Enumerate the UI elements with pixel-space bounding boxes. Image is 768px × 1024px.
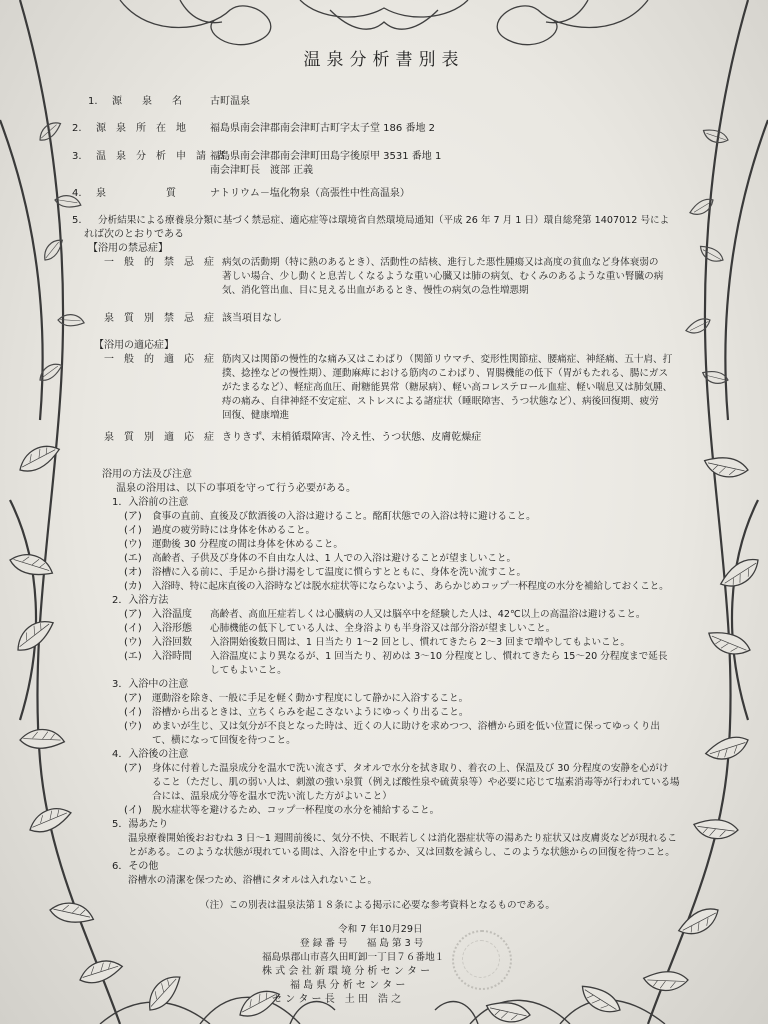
item-number-2: 2. — [72, 123, 82, 134]
item-number-5: 5. — [72, 215, 82, 226]
list-item: 入浴温度により異なるが、1 回当たり、初めは 3～10 分程度とし、慣れてきたら 15～20 分程度まで延長 — [210, 651, 668, 662]
item-value-spring-quality: ナトリウム－塩化物泉（高張性中性高温泉） — [210, 188, 410, 199]
item-label-spring-name: 源 泉 名 — [112, 96, 182, 107]
item-label-spring-quality: 泉 質 — [96, 188, 176, 199]
list-marker: (イ) — [124, 623, 142, 634]
list-item: 浴槽から出るときは、立ちくらみを起こさないようにゆっくり出ること。 — [152, 707, 469, 718]
list-item: 過度の疲労時には身体を休めること。 — [152, 525, 316, 536]
indic-header: 【浴用の適応症】 — [94, 340, 174, 351]
list-item: 身体に付着した温泉成分を温水で洗い流さず、タオルで水分を拭き取り、着衣の上、保温及び 30 分程度の安静を心がけ — [152, 763, 669, 774]
list-keyword: 入浴時間 — [152, 651, 192, 662]
contra-spring-label: 泉 質 別 禁 忌 症 — [104, 313, 214, 324]
list-marker: (ウ) — [124, 637, 142, 648]
contra-header: 【浴用の禁忌症】 — [88, 243, 168, 254]
method-section-4: 4．入浴後の注意 — [112, 749, 189, 760]
indic-general-line: 痔の痛み、自律神経不安定症、ストレスによる諸症状（睡眠障害、うつ状態など）、病後回復期、疲労 — [222, 396, 659, 407]
item-value-applicant-address: 福島県南会津郡南会津町田島字後原甲 3531 番地 1 — [210, 151, 442, 162]
list-item: 食事の直前、直後及び飲酒後の入浴は避けること。酩酊状態での入浴は特に避けること。 — [152, 511, 536, 522]
list-item-continued: 合には、温泉成分等を温水で洗い流した方がよいこと） — [152, 791, 392, 802]
indic-general-line: 回復、健康増進 — [222, 410, 290, 421]
list-marker: (ア) — [124, 511, 142, 522]
list-item: 心肺機能の低下している人は、全身浴よりも半身浴又は部分浴が望ましいこと。 — [210, 623, 556, 634]
method-5-line: とがある。このような状態が現れている間は、入浴を中止するか、又は回数を減らし、このような状態からの回復を待つこと。 — [128, 847, 675, 858]
company-address: 福島県郡山市喜久田町卸一丁目７６番地１ — [262, 952, 445, 963]
method-intro: 温泉の浴用は、以下の事項を守って行う必要がある。 — [116, 483, 356, 494]
item-value-applicant-name: 南会津町長 渡部 正義 — [210, 165, 314, 176]
list-keyword: 入浴温度 — [152, 609, 192, 620]
method-section-6: 6．その他 — [112, 861, 159, 872]
item-5-text-line1: 分析結果による療養泉分類に基づく禁忌症、適応症等は環境省自然環境局通知（平成 26 年 7 月 1 日）環自総発第 1407012 号によ — [98, 215, 670, 226]
method-heading: 浴用の方法及び注意 — [102, 469, 192, 480]
list-item: 浴槽に入る前に、手足から掛け湯をして温度に慣らすとともに、身体を洗い流すこと。 — [152, 567, 527, 578]
list-marker: (カ) — [124, 581, 142, 592]
method-section-2: 2．入浴方法 — [112, 595, 169, 606]
list-item: 高齢者、高血圧症若しくは心臓病の人又は脳卒中を経験した人は、42℃以上の高温浴は避けること。 — [210, 609, 646, 620]
list-marker: (イ) — [124, 805, 142, 816]
method-section-3: 3．入浴中の注意 — [112, 679, 189, 690]
company-name: 株 式 会 社 新 環 境 分 析 セ ン タ ー — [262, 966, 431, 977]
issue-date: 令和 7 年10月29日 — [338, 924, 423, 935]
list-marker: (ウ) — [124, 539, 142, 550]
contra-general-line: 著しい場合、少し動くと息苦しくなるような重い心臓又は肺の病気、むくみのあるような重い腎臓の病 — [222, 271, 664, 282]
method-6-line: 浴槽水の清潔を保つため、浴槽にタオルは入れないこと。 — [128, 875, 378, 886]
indic-general-line: 筋肉又は関節の慢性的な痛み又はこわばり（関節リウマチ、変形性関節症、腰痛症、神経痛、五十肩、打 — [222, 354, 673, 365]
list-item: 入浴時、特に起床直後の入浴時などは脱水症状等にならないよう、あらかじめコップ一杯程度の水分を補給しておくこと。 — [152, 581, 669, 592]
item-5-text-line2: れば次のとおりである — [84, 229, 184, 240]
indic-spring-value: きりきず、末梢循環障害、冷え性、うつ状態、皮膚乾燥症 — [222, 432, 482, 443]
list-marker: (ア) — [124, 693, 142, 704]
list-item-continued: してもよいこと。 — [210, 665, 287, 676]
list-marker: (ア) — [124, 609, 142, 620]
item-label-location: 源 泉 所 在 地 — [96, 123, 186, 134]
item-number-3: 3. — [72, 151, 82, 162]
indic-general-line: がたまるなど）、軽症高血圧、耐糖能異常（糖尿病）、軽い高コレステロール血症、軽い喘息又は肺気腫、 — [222, 382, 673, 393]
list-item: 運動後 30 分程度の間は身体を休めること。 — [152, 539, 343, 550]
list-item-continued: て、横になって回復を待つこと。 — [152, 735, 296, 746]
list-item: 入浴開始後数日間は、1 日当たり 1～2 回とし、慣れてきたら 2～3 回まで増やしてもよいこと。 — [210, 637, 630, 648]
list-marker: (オ) — [124, 567, 142, 578]
list-marker: (ア) — [124, 763, 142, 774]
list-marker: (エ) — [124, 553, 142, 564]
item-value-spring-name: 古町温泉 — [210, 96, 250, 107]
list-marker: (イ) — [124, 525, 142, 536]
item-number-1: 1. — [88, 96, 98, 107]
list-marker: (イ) — [124, 707, 142, 718]
list-item: 高齢者、子供及び身体の不自由な人は、1 人での入浴は避けることが望ましいこと。 — [152, 553, 517, 564]
indic-general-line: 撲、捻挫などの慢性期）、運動麻痺における筋肉のこわばり、胃腸機能の低下（胃がもたれる、腸にガス — [222, 368, 669, 379]
method-section-5: 5．湯あたり — [112, 819, 169, 830]
registration-number: 登 録 番 号 福 島 第 3 号 — [300, 938, 424, 949]
item-value-location: 福島県南会津郡南会津町古町字太子堂 186 番地 2 — [210, 123, 435, 134]
center-name: 福 島 県 分 析 セ ン タ ー — [290, 980, 406, 991]
method-5-line: 温泉療養開始後おおむね 3 日～1 週間前後に、気分不快、不眠若しくは消化器症状等の湯あたり症状又は皮膚炎などが現れるこ — [128, 833, 678, 844]
list-item: めまいが生じ、又は気分が不良となった時は、近くの人に助けを求めつつ、浴槽から頭を低い位置に保ってゆっくり出 — [152, 721, 660, 732]
footnote: （注）この別表は温泉法第１８条による掲示に必要な参考資料となるものである。 — [200, 900, 555, 911]
contra-general-line: 気、消化管出血、目に見える出血があるとき、慢性の病気の急性増悪期 — [222, 285, 529, 296]
item-number-4: 4. — [72, 188, 82, 199]
method-section-1: 1．入浴前の注意 — [112, 497, 189, 508]
contra-general-line: 病気の活動期（特に熱のあるとき）、活動性の結核、進行した悪性腫瘍又は高度の貧血など身体衰弱の — [222, 257, 659, 268]
list-keyword: 入浴回数 — [152, 637, 192, 648]
list-item: 脱水症状等を避けるため、コップ一杯程度の水分を補給すること。 — [152, 805, 440, 816]
indic-spring-label: 泉 質 別 適 応 症 — [104, 432, 214, 443]
list-marker: (エ) — [124, 651, 142, 662]
item-label-applicant: 温 泉 分 析 申 請 者 — [96, 151, 226, 162]
contra-spring-value: 該当項目なし — [222, 313, 282, 324]
document-title: 温泉分析書別表 — [303, 50, 465, 70]
list-item: 運動浴を除き、一般に手足を軽く動かす程度にして静かに入浴すること。 — [152, 693, 469, 704]
list-marker: (ウ) — [124, 721, 142, 732]
list-item-continued: ること（ただし、肌の弱い人は、刺激の強い泉質（例えば酸性泉や硫黄泉等）や必要に応じて塩素消毒等が行われている場 — [152, 777, 680, 788]
list-keyword: 入浴形態 — [152, 623, 192, 634]
indic-general-label: 一 般 的 適 応 症 — [104, 354, 214, 365]
contra-general-label: 一 般 的 禁 忌 症 — [104, 257, 214, 268]
director-name: セ ン タ ー 長 土 田 浩 之 — [272, 994, 402, 1005]
